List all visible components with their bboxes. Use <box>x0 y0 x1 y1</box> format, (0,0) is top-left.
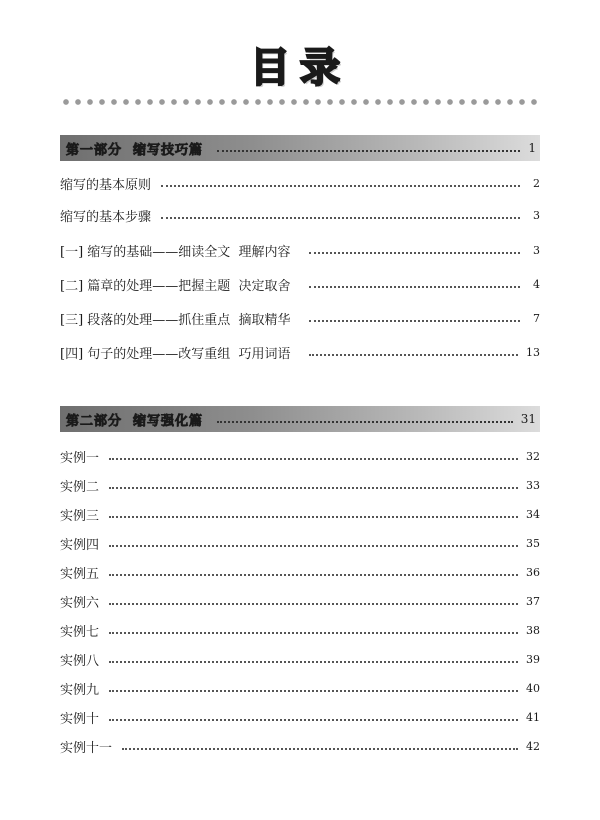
toc-entry[interactable] <box>60 172 540 194</box>
toc-entry-label: [三] 段落的处理——抓住重点 摘取精华 <box>60 312 291 328</box>
section-header-part1[interactable] <box>60 135 540 161</box>
toc-entry-label: 实例七 <box>60 624 100 640</box>
toc-entry-label: 实例十一 <box>60 740 113 756</box>
section-label: 第一部分 缩写技巧篇 <box>66 142 204 158</box>
toc-entry-label: 实例五 <box>60 566 100 582</box>
toc-entry-page: 41 <box>526 710 540 724</box>
toc-entry-page: 35 <box>526 536 540 550</box>
leader-dots <box>109 485 518 489</box>
toc-entry-page: 34 <box>526 507 540 521</box>
toc-entry[interactable] <box>60 307 540 329</box>
toc-entry-page: 40 <box>526 681 540 695</box>
section-page-number: 31 <box>520 412 536 426</box>
toc-entry-label: 实例二 <box>60 479 100 495</box>
leader-dots <box>109 572 518 576</box>
toc-entry-label: 实例三 <box>60 508 100 524</box>
leader-dots <box>217 419 513 423</box>
leader-dots <box>309 318 520 322</box>
toc-entry[interactable] <box>60 204 540 226</box>
toc-entry-page: 3 <box>533 208 540 222</box>
toc-entry-label: 实例六 <box>60 595 100 611</box>
toc-entry-page: 3 <box>533 243 540 257</box>
toc-entry-label: [一] 缩写的基础——细读全文 理解内容 <box>60 244 291 260</box>
section-label: 第二部分 缩写强化篇 <box>66 413 204 429</box>
leader-dots <box>309 250 520 254</box>
leader-dots <box>109 717 518 721</box>
toc-entry-label: 缩写的基本步骤 <box>60 209 152 225</box>
toc-entry-label: 实例八 <box>60 653 100 669</box>
toc-entry-page: 33 <box>526 478 540 492</box>
toc-entry[interactable] <box>60 706 540 728</box>
toc-entry-page: 2 <box>533 176 540 190</box>
leader-dots <box>109 688 518 692</box>
toc-entry-label: 缩写的基本原则 <box>60 177 152 193</box>
toc-entry-label: 实例十 <box>60 711 100 727</box>
toc-entry-page: 37 <box>526 594 540 608</box>
leader-dots <box>309 352 518 356</box>
toc-entry-page: 4 <box>533 277 540 291</box>
dotted-divider <box>60 98 540 106</box>
toc-entry-page: 36 <box>526 565 540 579</box>
toc-entry[interactable] <box>60 239 540 261</box>
toc-entry-page: 39 <box>526 652 540 666</box>
toc-entry-label: [四] 句子的处理——改写重组 巧用词语 <box>60 346 291 362</box>
leader-dots <box>109 659 518 663</box>
toc-entry[interactable] <box>60 735 540 757</box>
toc-entry-label: 实例一 <box>60 450 100 466</box>
leader-dots <box>109 456 518 460</box>
leader-dots <box>217 148 520 152</box>
toc-entry[interactable] <box>60 677 540 699</box>
toc-entry[interactable] <box>60 445 540 467</box>
toc-entry[interactable] <box>60 590 540 612</box>
leader-dots <box>109 543 518 547</box>
toc-entry-label: [二] 篇章的处理——把握主题 决定取舍 <box>60 278 291 294</box>
toc-entry-label: 实例四 <box>60 537 100 553</box>
toc-entry-page: 38 <box>526 623 540 637</box>
toc-entry[interactable] <box>60 648 540 670</box>
leader-dots <box>161 183 520 187</box>
toc-entry-page: 42 <box>526 739 540 753</box>
toc-entry-page: 7 <box>533 311 540 325</box>
leader-dots <box>161 215 520 219</box>
toc-entry[interactable] <box>60 273 540 295</box>
leader-dots <box>122 746 518 750</box>
leader-dots <box>109 514 518 518</box>
toc-entry-page: 13 <box>526 345 540 359</box>
section-page-number: 1 <box>528 141 536 155</box>
page-title: 目录 <box>250 45 350 91</box>
toc-entry[interactable] <box>60 474 540 496</box>
toc-entry-label: 实例九 <box>60 682 100 698</box>
leader-dots <box>109 601 518 605</box>
toc-entry[interactable] <box>60 341 540 363</box>
leader-dots <box>309 284 520 288</box>
toc-entry[interactable] <box>60 561 540 583</box>
toc-entry[interactable] <box>60 532 540 554</box>
toc-entry-page: 32 <box>526 449 540 463</box>
leader-dots <box>109 630 518 634</box>
section-header-part2[interactable] <box>60 406 540 432</box>
toc-entry[interactable] <box>60 503 540 525</box>
toc-entry[interactable] <box>60 619 540 641</box>
